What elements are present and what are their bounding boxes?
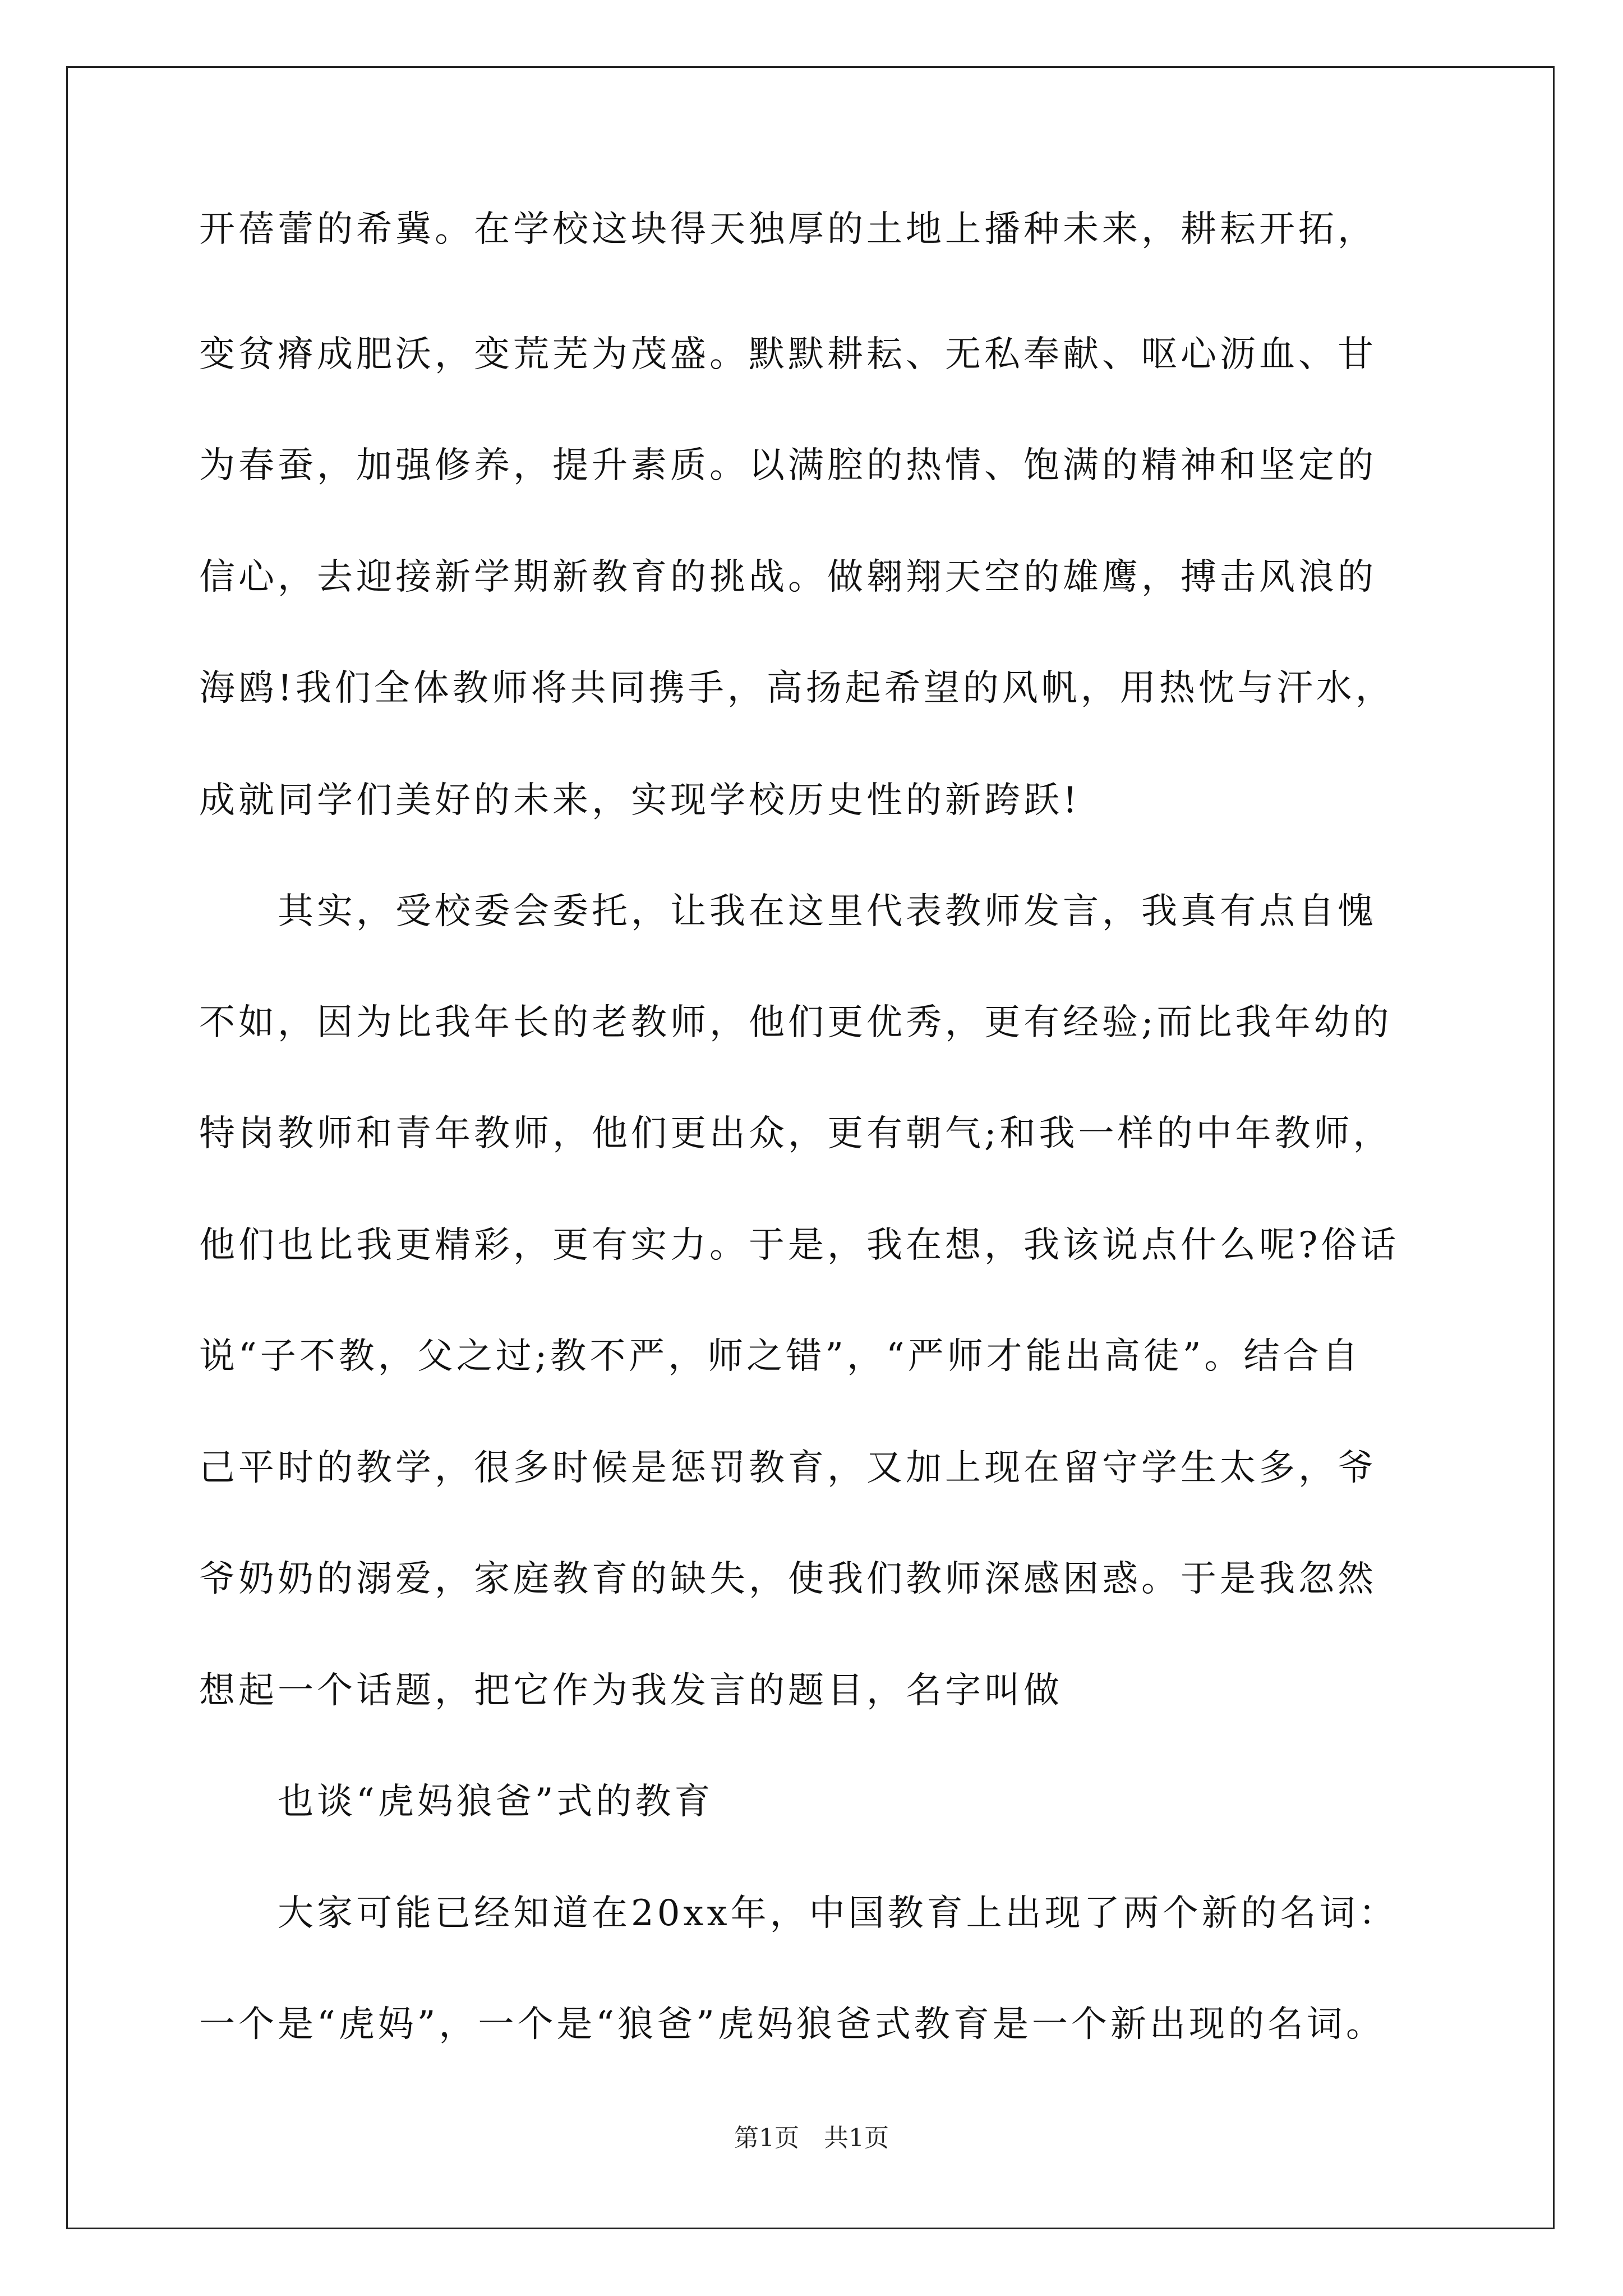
text-line: 想起一个话题，把它作为我发言的题目，名字叫做 bbox=[199, 1670, 1063, 1711]
text-line: 爷奶奶的溺爱，家庭教育的缺失，使我们教师深感困惑。于是我忽然 bbox=[199, 1558, 1377, 1600]
text-line: 信心，去迎接新学期新教育的挑战。做翱翔天空的雄鹰，搏击风浪的 bbox=[199, 556, 1377, 598]
text-line: 说“子不教，父之过;教不严，师之错”，“严师才能出高徒”。结合自 bbox=[199, 1336, 1362, 1377]
section-heading: 也谈“虎妈狼爸”式的教育 bbox=[199, 1781, 714, 1823]
text-line: 海鸥!我们全体教师将共同携手，高扬起希望的风帆，用热忱与汗水， bbox=[199, 668, 1395, 709]
text-line: 成就同学们美好的未来，实现学校历史性的新跨跃! bbox=[199, 780, 1081, 821]
page-number-footer: 第1页 共1页 bbox=[734, 2124, 889, 2152]
text-line: 一个是“虎妈”，一个是“狼爸”虎妈狼爸式教育是一个新出现的名词。 bbox=[199, 2004, 1385, 2045]
text-line: 不如，因为比我年长的老教师，他们更优秀，更有经验;而比我年幼的 bbox=[199, 1002, 1393, 1043]
text-line: 其实，受校委会委托，让我在这里代表教师发言，我真有点自愧 bbox=[199, 891, 1377, 932]
text-line: 己平时的教学，很多时候是惩罚教育，又加上现在留守学生太多，爷 bbox=[199, 1447, 1377, 1489]
text-line: 开蓓蕾的希冀。在学校这块得天独厚的土地上播种未来，耕耘开拓， bbox=[199, 209, 1377, 250]
text-line: 大家可能已经知道在20xx年，中国教育上出现了两个新的名词： bbox=[199, 1893, 1398, 1934]
text-line: 特岗教师和青年教师，他们更出众，更有朝气;和我一样的中年教师， bbox=[199, 1113, 1393, 1154]
text-line: 为春蚕，加强修养，提升素质。以满腔的热情、饱满的精神和坚定的 bbox=[199, 445, 1377, 486]
text-line: 变贫瘠成肥沃，变荒芜为茂盛。默默耕耘、无私奉献、呕心沥血、甘 bbox=[199, 334, 1377, 375]
text-line: 他们也比我更精彩，更有实力。于是，我在想，我该说点什么呢?俗话 bbox=[199, 1225, 1400, 1266]
